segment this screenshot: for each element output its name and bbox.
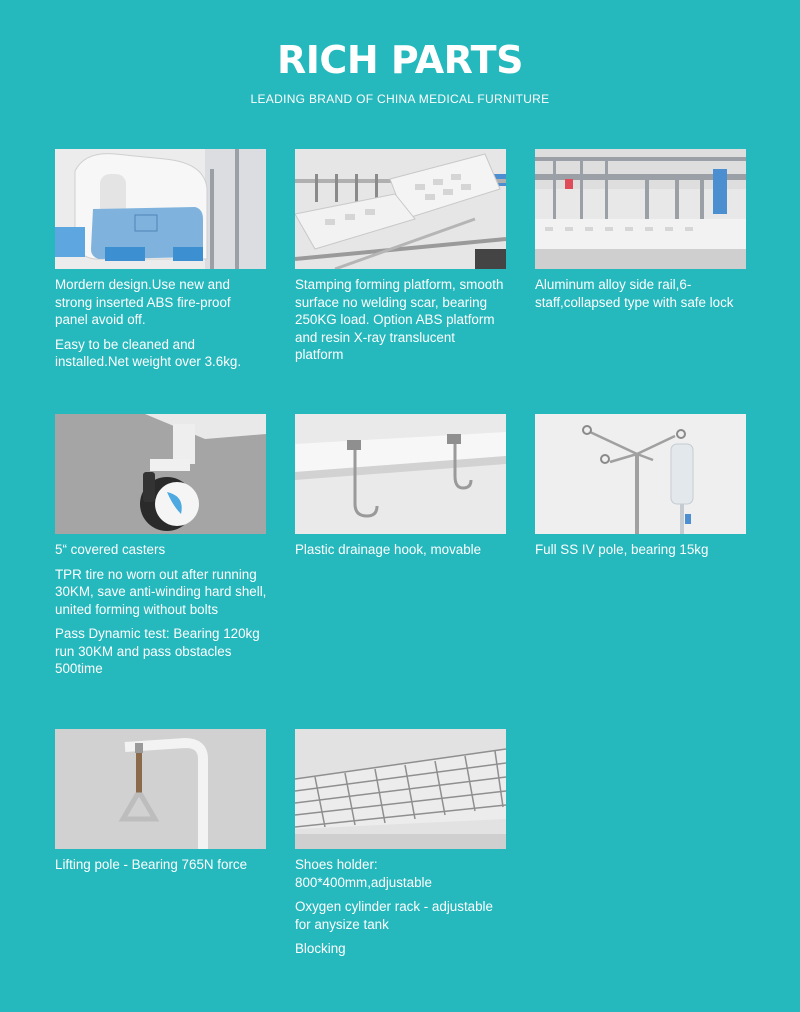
part-card-headboard [55, 149, 267, 371]
page-subtitle: LEADING BRAND OF CHINA MEDICAL FURNITURE [250, 92, 550, 106]
part-description-line: Stamping forming platform, smooth surface no welding scar, bearing 250KG load. Option ABS platform and resin X-ray translucent platform [295, 277, 504, 362]
part-card-iv-pole [535, 414, 747, 559]
platform-photo [295, 149, 506, 269]
part-description-line: Plastic drainage hook, movable [295, 542, 482, 557]
part-description-line: Pass Dynamic test: Bearing 120kg run 30KM and pass obstacles 500time [55, 626, 260, 676]
part-card-drainage-hook [295, 414, 507, 559]
iv-pole-photo [535, 414, 746, 534]
side-rail-photo [535, 149, 746, 269]
part-description-line: Full SS IV pole, bearing 15kg [535, 542, 709, 557]
part-card-shoes-holder [295, 729, 507, 958]
part-description-line: TPR tire no worn out after running 30KM, save anti-winding hard shell, united forming without bolts [55, 566, 267, 617]
part-description-line: Aluminum alloy side rail,6-staff,collapsed type with safe lock [535, 277, 734, 310]
part-card-caster [55, 414, 267, 678]
part-description-line: 5“ covered casters [55, 542, 166, 557]
lifting-pole-photo [55, 729, 266, 849]
shoes-holder-photo [295, 729, 506, 849]
part-description-line: Oxygen cylinder rack - adjustable for anysize tank [295, 899, 493, 932]
part-description-line: Lifting pole - Bearing 765N force [55, 857, 248, 872]
part-description-line: Mordern design.Use new and strong inserted ABS fire-proof panel avoid off. [55, 277, 231, 327]
drainage-hook-photo [295, 414, 506, 534]
part-description-line: Easy to be cleaned and installed.Net weight over 3.6kg. [55, 336, 242, 369]
caster-photo [55, 414, 266, 534]
headboard-photo [55, 149, 266, 269]
part-card-lifting-pole [55, 729, 267, 874]
part-card-platform [295, 149, 507, 364]
part-description-line: Shoes holder: 800*400mm,adjustable [295, 857, 432, 890]
part-description-line: Blocking [295, 941, 346, 956]
part-card-side-rail [535, 149, 747, 311]
page-title: RICH PARTS [277, 38, 523, 82]
